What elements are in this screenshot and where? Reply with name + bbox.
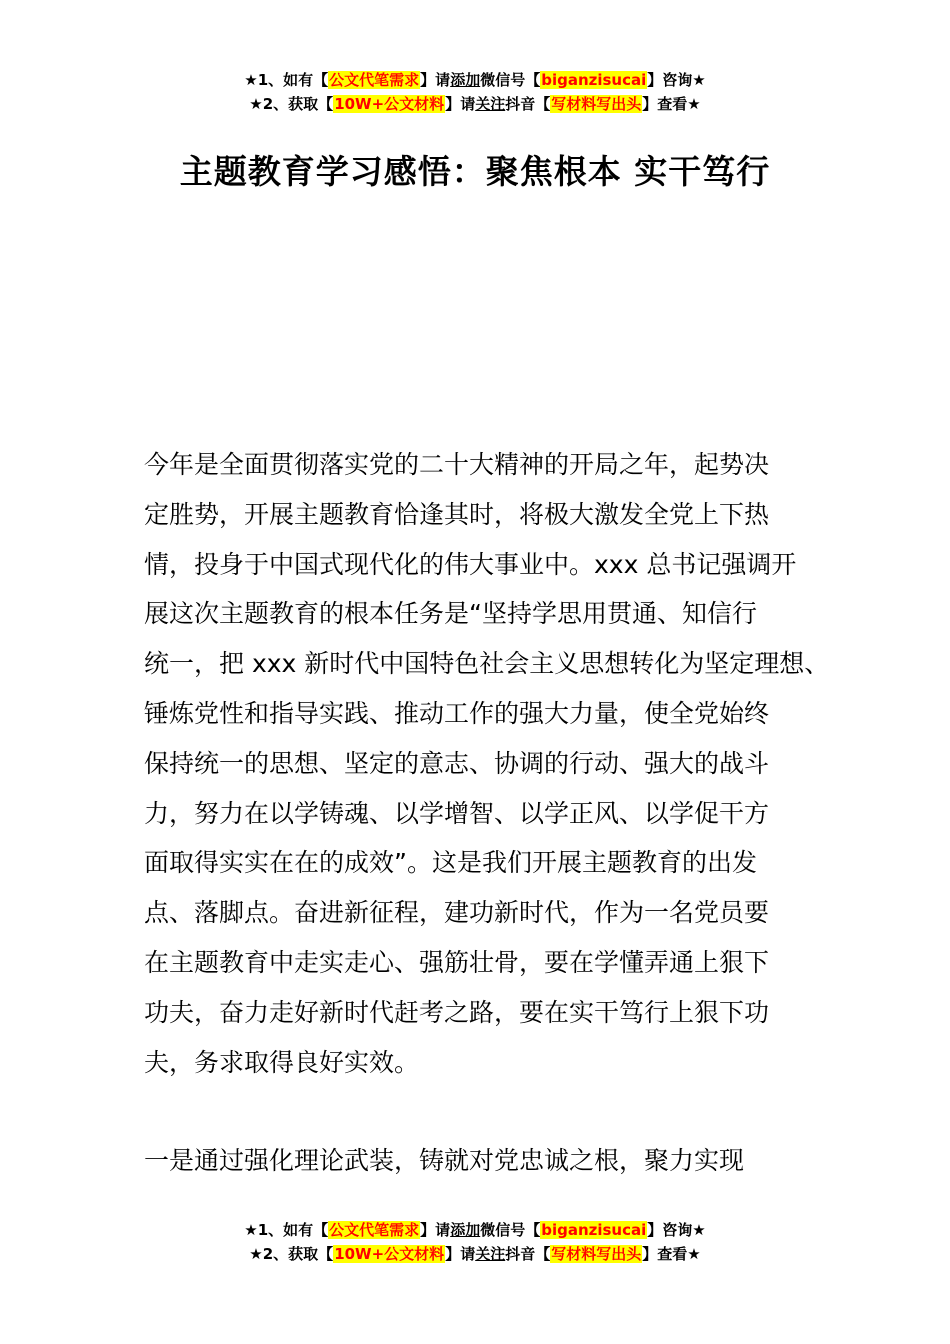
document-title: 主题教育学习感悟：聚焦根本 实干笃行 [179,152,771,191]
paragraph-line: 面取得实实在在的成效”。这是我们开展主题教育的出发 [144,848,757,878]
paragraph-line: 夫，务求取得良好实效。 [144,1047,420,1077]
promo-underline: 添加 [450,71,481,89]
promo-wechat-id: biganzisucai [541,71,647,89]
paragraph-1 [144,440,844,1087]
promo-highlight: 10W+公文材料 [334,1245,445,1263]
promo-underline: 关注 [475,95,506,113]
promo-douyin-id: 写材料写出头 [551,95,642,113]
promo-highlight: 公文代笔需求 [329,71,420,89]
promo-highlight: 公文代笔需求 [329,1221,420,1239]
promo-text: 抖音【 [505,1245,551,1263]
promo-line-2 [0,92,950,116]
promo-underline: 关注 [475,1245,506,1263]
promo-line-1 [0,68,950,92]
paragraph-line: 点、落脚点。奋进新征程，建功新时代，作为一名党员要 [144,898,770,928]
paragraph-line: 今年是全面贯彻落实党的二十大精神的开局之年，起势决 [144,450,770,479]
paragraph-line: 锤炼党性和指导实践、推动工作的强大力量，使全党始终 [144,698,770,728]
promo-text: 】查看★ [642,95,701,113]
promo-text: 】请 [445,95,476,113]
paragraph-line: 一是通过强化理论武装，铸就对党忠诚之根，聚力实现 [144,1146,745,1175]
promo-wechat-id: biganzisucai [541,1221,647,1239]
promo-text: ★1、如有【 [244,1221,329,1239]
promo-text: ★2、获取【 [249,1245,334,1263]
promo-text: 】请 [445,1245,476,1263]
promo-line-2 [0,1242,950,1266]
promo-text: 微信号【 [480,1221,541,1239]
paragraph-line: 统一，把 xxx 新时代中国特色社会主义思想转化为坚定理想、 [144,649,830,679]
promo-footer [0,1218,950,1266]
promo-header [0,68,950,116]
promo-text: 微信号【 [480,71,541,89]
promo-text: 】咨询★ [647,71,706,89]
paragraph-line: 保持统一的思想、坚定的意志、协调的行动、强大的战斗 [144,748,770,778]
paragraph-line: 力，努力在以学铸魂、以学增智、以学正风、以学促干方 [144,798,770,828]
promo-douyin-id: 写材料写出头 [551,1245,642,1263]
promo-highlight: 10W+公文材料 [334,95,445,113]
promo-text: 】请 [420,71,451,89]
promo-text: 抖音【 [505,95,551,113]
paragraph-line: 在主题教育中走实走心、强筋壮骨，要在学懂弄通上狠下 [144,947,770,977]
paragraph-line: 定胜势，开展主题教育恰逢其时，将极大激发全党上下热 [144,499,770,529]
promo-text: ★1、如有【 [244,71,329,89]
paragraph-line: 情，投身于中国式现代化的伟大事业中。xxx 总书记强调开 [144,549,797,579]
promo-text: 】请 [420,1221,451,1239]
promo-line-1 [0,1218,950,1242]
promo-underline: 添加 [450,1221,481,1239]
paragraph-line: 功夫，奋力走好新时代赶考之路，要在实干笃行上狠下功 [144,997,770,1027]
paragraph-line: 展这次主题教育的根本任务是“坚持学思用贯通、知信行 [144,599,757,629]
promo-text: ★2、获取【 [249,95,334,113]
promo-text: 】咨询★ [647,1221,706,1239]
paragraph-2 [144,1136,844,1186]
promo-text: 】查看★ [642,1245,701,1263]
